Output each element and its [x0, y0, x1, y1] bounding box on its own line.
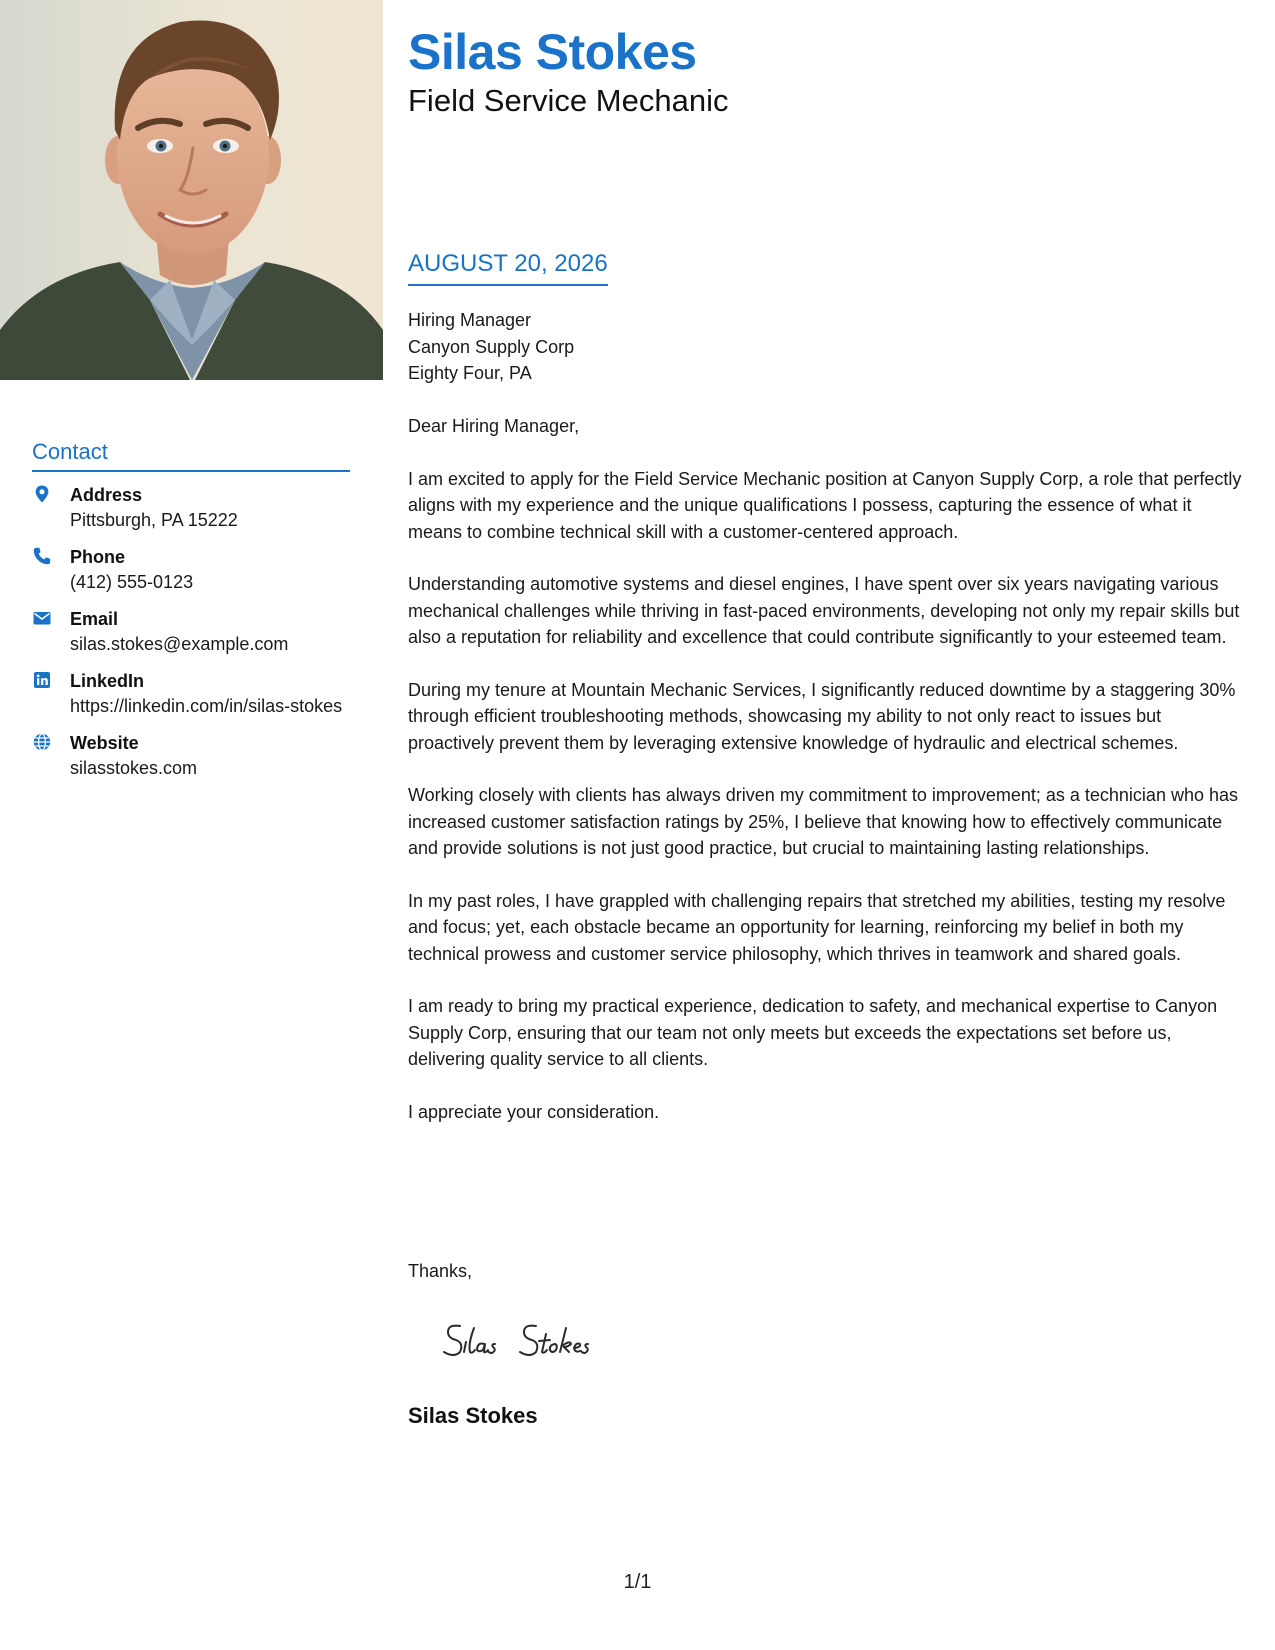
contact-label-phone: Phone [70, 547, 126, 567]
paragraph-4: Working closely with clients has always driven my commitment to improvement; as a technician who has increased customer satisfaction ratings by 25%, I believe that knowing how to effectively communicate and provide solutions is not just good practice, but crucial to maintaining lasting relationships. [408, 785, 1238, 858]
location-pin-icon [32, 482, 70, 504]
contact-label-website: Website [70, 733, 139, 753]
paragraph-2: Understanding automotive systems and diesel engines, I have spent over six years navigating various mechanical challenges while thriving in fast-paced environments, developing not only my repair skills but also a reputation for reliability and excellence that could contribute significantly to your esteemed team. [408, 574, 1240, 647]
contact-label-address: Address [70, 485, 143, 505]
recipient-line-1: Hiring Manager [408, 310, 532, 330]
paragraph-5: In my past roles, I have grappled with challenging repairs that stretched my abilities, testing my resolve and focus; yet, each obstacle became an opportunity for learning, reinforcing my belief in both my technical prowess and customer service philosophy, which thrives in teamwork and shared goals. [408, 890, 1226, 964]
globe-icon [32, 730, 70, 752]
contact-value-linkedin[interactable]: https://linkedin.com/in/silas-stokes [70, 696, 343, 716]
contact-item-linkedin [32, 668, 350, 719]
contact-value-email[interactable]: silas.stokes@example.com [70, 634, 289, 654]
linkedin-icon [32, 668, 70, 690]
recipient-block [408, 307, 574, 387]
contact-label-linkedin: LinkedIn [70, 671, 145, 691]
recipient-line-2: Canyon Supply Corp [408, 336, 575, 357]
contact-label-email: Email [70, 609, 119, 629]
letter-body [408, 413, 1250, 1151]
letter-date: AUGUST 20, 2026 [408, 250, 608, 286]
recipient-line-3: Eighty Four, PA [408, 363, 532, 383]
profile-photo [0, 0, 383, 380]
paragraph-6: I am ready to bring my practical experience, dedication to safety, and mechanical expertise to Canyon Supply Corp, ensuring that our team not only meets but exceeds the expectations set before us, delivering quality service to all clients. [408, 996, 1218, 1069]
contact-item-website [32, 730, 350, 781]
paragraph-3: During my tenure at Mountain Mechanic Services, I significantly reduced downtime by a staggering 30% through efficient troubleshooting methods, showcasing my ability to not only react to issues but proactively prevent them by leveraging extensive knowledge of hydraulic and electrical schemes. [408, 679, 1236, 753]
contact-list [32, 482, 350, 792]
contact-item-email [32, 606, 350, 657]
contact-value-phone: (412) 555-0123 [70, 572, 194, 592]
greeting: Dear Hiring Manager, [408, 416, 580, 436]
contact-section-title: Contact [32, 439, 350, 472]
signed-name: Silas Stokes [408, 1403, 538, 1428]
contact-value-website[interactable]: silasstokes.com [70, 758, 198, 778]
phone-icon [32, 544, 70, 566]
closing: Thanks, [408, 1261, 473, 1281]
handwritten-signature [438, 1312, 638, 1367]
contact-item-address [32, 482, 350, 533]
page-number [0, 1570, 1275, 1594]
person-photo-icon [0, 0, 383, 380]
contact-value-address: Pittsburgh, PA 15222 [70, 510, 238, 530]
email-icon [32, 606, 70, 628]
contact-item-phone [32, 544, 350, 595]
paragraph-7: I appreciate your consideration. [408, 1101, 660, 1122]
page-number-text: 1/1 [623, 1571, 652, 1593]
applicant-name: Silas Stokes [408, 24, 697, 80]
paragraph-1: I am excited to apply for the Field Service Mechanic position at Canyon Supply Corp, a role that perfectly aligns with my experience and the unique qualifications I possess, capturing the essence of what it means to combine technical skill with a customer-centered approach. [408, 468, 1242, 542]
job-title: Field Service Mechanic [408, 83, 729, 118]
